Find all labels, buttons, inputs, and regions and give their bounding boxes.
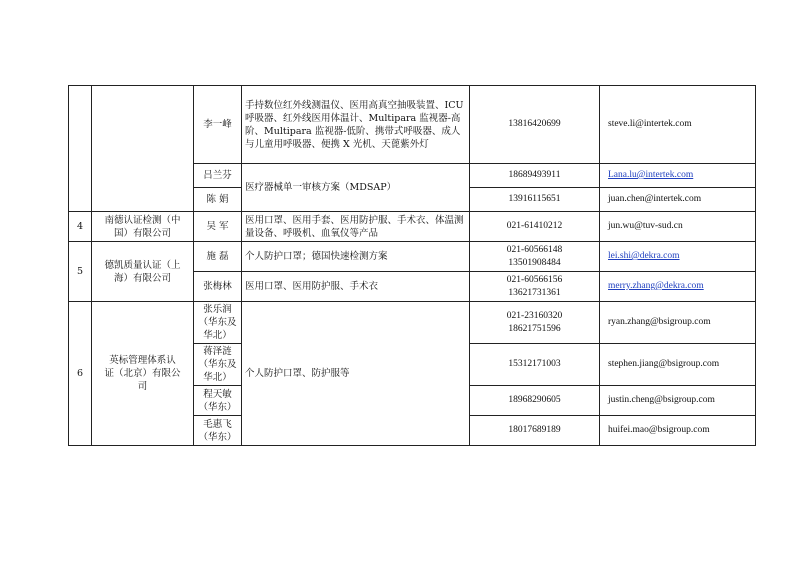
phone-line: 13501908484	[508, 257, 561, 268]
contact-name: 张梅林	[194, 272, 242, 302]
org-line: 司	[137, 381, 148, 392]
service-scope: 个人防护口罩；德国快速检测方案	[242, 242, 470, 272]
service-scope: 医用口罩、医用防护服、手术衣	[242, 272, 470, 302]
org-line: 证（北京）有限公	[104, 368, 181, 379]
name-line: 毛惠飞	[203, 418, 232, 430]
org-line: 德凯质量认证（上	[104, 259, 181, 271]
phone-line: 18621751596	[508, 323, 561, 334]
row-number: 6	[69, 302, 92, 446]
email-address: huifei.mao@bsigroup.com	[600, 416, 756, 446]
service-scope: 手持数位红外线测温仪、医用高真空抽吸装置、ICU 呼吸器、红外线医用体温计、Multipara 监视器-高阶、Multipara 监视器-低阶、携带式呼吸器、成人与儿童用呼吸器、便携 X 光机、天蓖紫外灯	[242, 86, 470, 164]
contact-name: 李一峰	[194, 86, 242, 164]
email-address: steve.li@intertek.com	[600, 86, 756, 164]
service-scope: 个人防护口罩、防护服等	[242, 302, 470, 446]
name-line: （华东）	[198, 431, 237, 443]
org-line: 南德认证检测（中	[104, 214, 181, 226]
email-address: stephen.jiang@bsigroup.com	[600, 344, 756, 386]
phone-line: 021-60566156	[506, 274, 563, 285]
phone-number: 13916115651	[470, 188, 600, 212]
email-address: juan.chen@intertek.com	[600, 188, 756, 212]
phone-line: 021-60566148	[506, 244, 563, 255]
phone-number: 18968290605	[470, 386, 600, 416]
table-row	[69, 86, 756, 164]
name-line: 蒋泽涟	[203, 346, 232, 357]
row-number: 4	[69, 212, 92, 242]
phone-number: 18017689189	[470, 416, 600, 446]
phone-number: 13816420699	[470, 86, 600, 164]
email-address: jun.wu@tuv-sud.cn	[600, 212, 756, 242]
org-line: 海）有限公司	[113, 272, 171, 284]
phone-line: 13621731361	[508, 287, 561, 298]
name-line: 华北）	[203, 330, 232, 341]
table-row	[69, 302, 756, 344]
organization-name	[92, 212, 194, 242]
table-row	[69, 212, 756, 242]
contact-name	[194, 302, 242, 344]
contact-name	[194, 386, 242, 416]
phone-number: 15312171003	[470, 344, 600, 386]
service-scope: 医用口罩、医用手套、医用防护服、手术衣、体温测量设备、呼吸机、血氧仪等产品	[242, 212, 470, 242]
contact-name: 陈 娟	[194, 188, 242, 212]
name-line: 程天敏	[203, 388, 232, 400]
email-cell	[600, 242, 756, 272]
table-row	[69, 242, 756, 272]
contact-table	[68, 85, 756, 446]
name-line: （华东）	[198, 401, 237, 413]
phone-number: 021-61410212	[470, 212, 600, 242]
email-address: justin.cheng@bsigroup.com	[600, 386, 756, 416]
org-line: 英标管理体系认	[109, 355, 176, 366]
organization-name	[92, 242, 194, 302]
org-line: 国）有限公司	[113, 227, 171, 239]
phone-line: 021-23160320	[506, 310, 563, 321]
contact-name: 吕兰芬	[194, 164, 242, 188]
contact-name	[194, 416, 242, 446]
email-link[interactable]: Lana.lu@intertek.com	[608, 170, 694, 180]
contact-name: 施 磊	[194, 242, 242, 272]
contact-name	[194, 344, 242, 386]
row-number	[69, 86, 92, 212]
phone-number	[470, 272, 600, 302]
phone-number	[470, 242, 600, 272]
email-address: ryan.zhang@bsigroup.com	[600, 302, 756, 344]
name-line: 华北）	[203, 372, 232, 383]
email-cell	[600, 164, 756, 188]
organization-name	[92, 302, 194, 446]
organization-name	[92, 86, 194, 212]
name-line: （华东及	[198, 317, 237, 328]
service-scope: 医疗器械单一审核方案（MDSAP）	[242, 164, 470, 212]
email-link[interactable]: merry.zhang@dekra.com	[608, 281, 704, 291]
row-number: 5	[69, 242, 92, 302]
email-cell	[600, 272, 756, 302]
contact-name: 吴 军	[194, 212, 242, 242]
phone-number	[470, 302, 600, 344]
name-line: （华东及	[198, 359, 237, 370]
phone-number: 18689493911	[470, 164, 600, 188]
email-link[interactable]: lei.shi@dekra.com	[608, 251, 680, 261]
name-line: 张乐润	[203, 304, 232, 315]
